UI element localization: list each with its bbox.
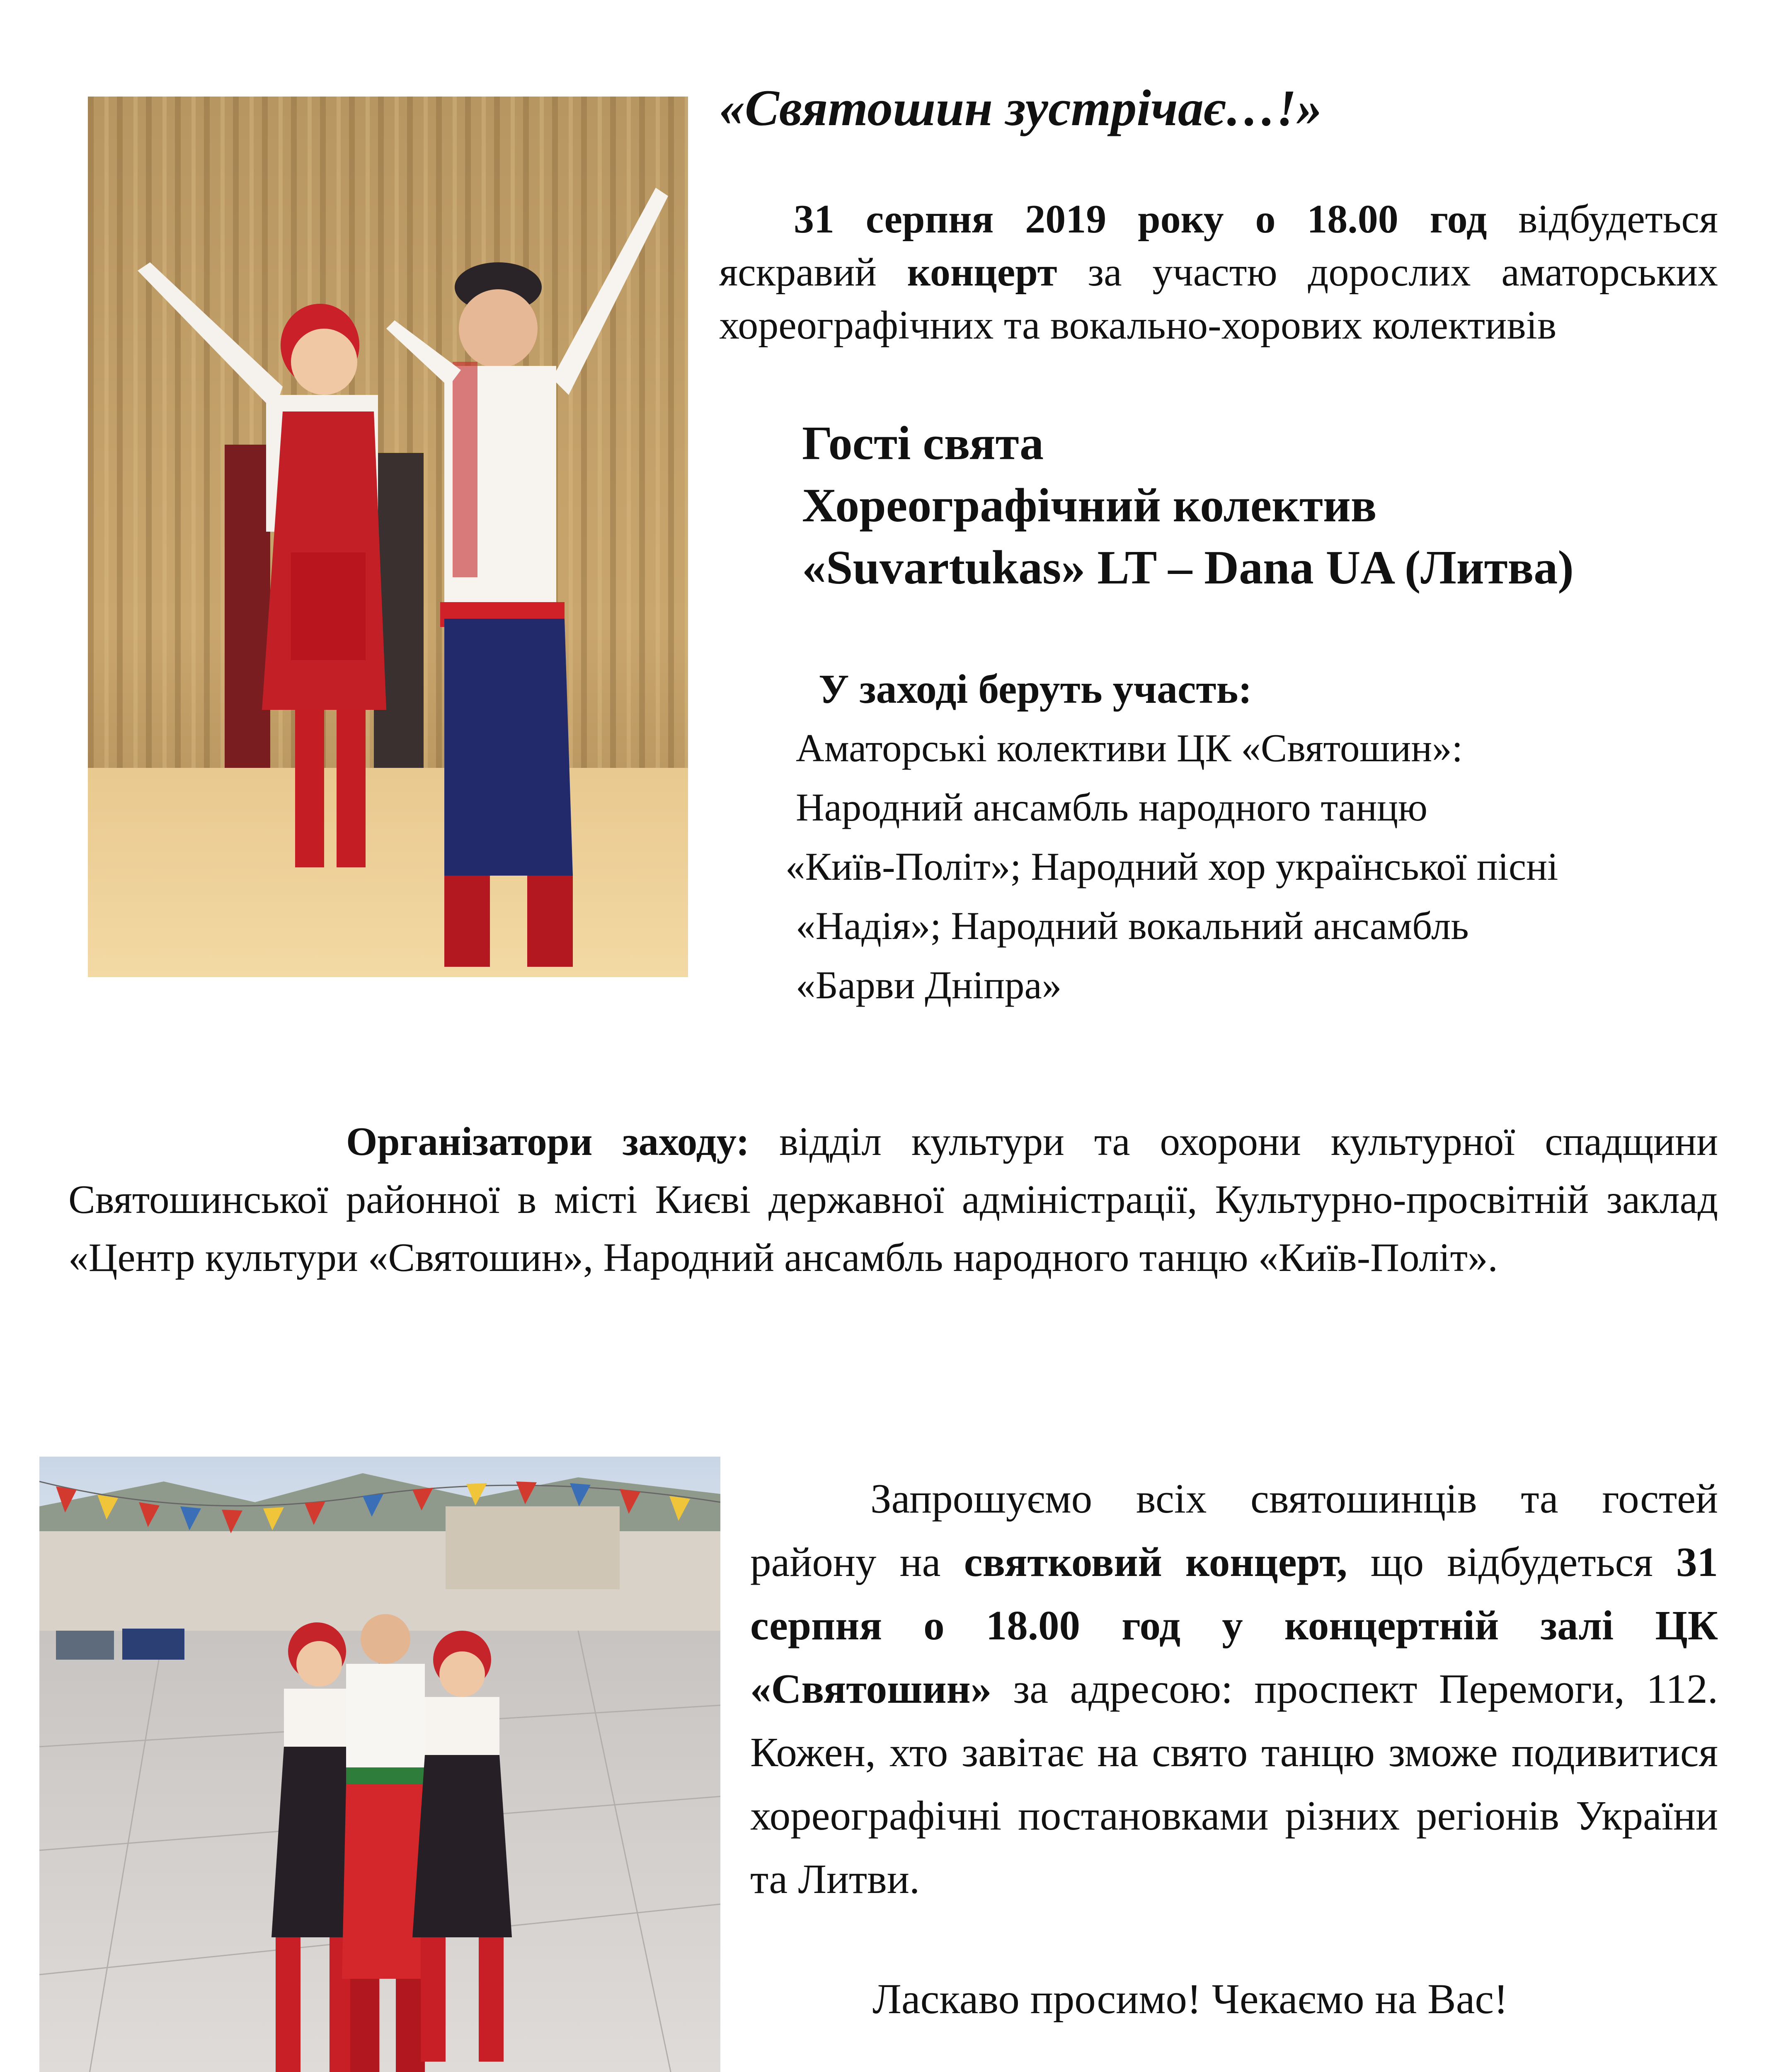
participants-line: Народний ансамбль народного танцю <box>796 785 1427 829</box>
participants-line: «Надія»; Народний вокальний ансамбль <box>796 904 1469 948</box>
organizers-label: Організатори заходу: <box>346 1119 750 1164</box>
invite-festive-concert: святковий концерт, <box>964 1539 1347 1585</box>
organizers-paragraph <box>68 1113 1718 1287</box>
participants-line: «Барви Дніпра» <box>796 963 1062 1007</box>
intro-text-1: відбудеться яскравий <box>719 197 1718 295</box>
guests-heading: Гості свята <box>802 417 1044 470</box>
invite-text-3: за адресою: проспект Перемоги, 112. Кожен, хто завітає на свято танцю зможе подивитися хореографічні постановками різних регіонів України та Литви. <box>750 1665 1718 1902</box>
invite-text-2: що відбудеться <box>1347 1539 1676 1585</box>
stage-dancers-photo <box>88 97 688 977</box>
participants-line: «Київ-Політ»; Народний хор української пісні <box>785 845 1558 888</box>
welcome-text: Ласкаво просимо! Чекаємо на Вас! <box>872 1975 1508 2023</box>
intro-text-2: за участю дорослих аматорських хореографічних та вокально-хорових колективів <box>719 250 1718 348</box>
guests-collective: Хореографічний колектив <box>802 479 1377 532</box>
guests-name: «Suvartukas» LT – Dana UA (Литва) <box>802 541 1574 594</box>
intro-date-time: 31 серпня 2019 року о 18.00 год <box>794 197 1487 242</box>
invite-text-1: Запрошуємо всіх святошинців та гостей району на <box>750 1475 1718 1585</box>
invite-date-venue: 31 серпня о 18.00 год у концертній залі ЦК «Святошин» <box>750 1539 1718 1712</box>
intro-concert: концерт <box>907 250 1057 295</box>
invitation-paragraph <box>750 1467 1718 1911</box>
organizers-text: відділ культури та охорони культурної спадщини Святошинської районної в місті Києві державної адміністрації, Культурно-просвітній заклад «Центр культури «Святошин», Народний ансамбль народного танцю «Київ-Політ». <box>68 1119 1718 1280</box>
guests-block <box>802 412 1574 599</box>
outdoor-dancers-photo <box>39 1457 720 2072</box>
intro-paragraph <box>719 193 1718 352</box>
participants-line: Аматорські колективи ЦК «Святошин»: <box>796 726 1463 770</box>
event-title: «Святошин зустрічає…!» <box>719 80 1322 136</box>
participants-heading: У заході беруть участь: <box>819 666 1252 712</box>
